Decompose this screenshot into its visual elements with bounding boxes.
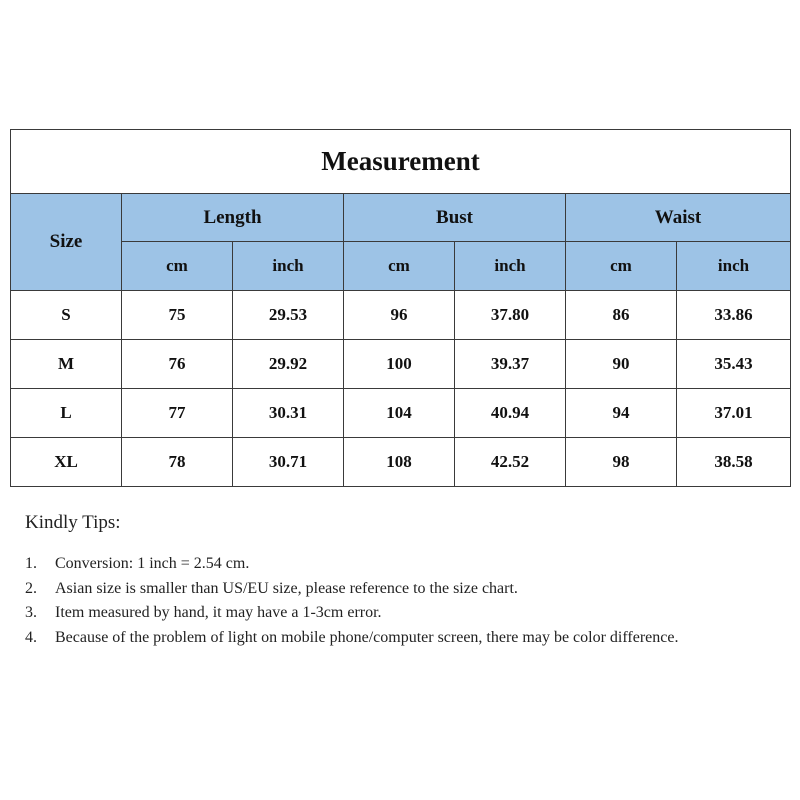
table-row bbox=[11, 340, 791, 389]
tip-item bbox=[25, 577, 765, 602]
size-cell: L bbox=[11, 389, 122, 438]
tip-text: Conversion: 1 inch = 2.54 cm. bbox=[55, 555, 250, 572]
bust-group-header: Bust bbox=[344, 194, 566, 242]
bust-inch-cell: 37.80 bbox=[455, 291, 566, 340]
waist-inch-cell: 38.58 bbox=[677, 438, 791, 487]
size-cell: S bbox=[11, 291, 122, 340]
table-row bbox=[11, 291, 791, 340]
bust-cm-cell: 96 bbox=[344, 291, 455, 340]
size-cell: M bbox=[11, 340, 122, 389]
tips-list bbox=[25, 552, 765, 650]
table-row bbox=[11, 438, 791, 487]
tip-text: Item measured by hand, it may have a 1-3cm error. bbox=[55, 604, 382, 621]
tip-item bbox=[25, 601, 765, 626]
kindly-tips bbox=[25, 510, 765, 650]
tip-number: 2. bbox=[25, 579, 37, 597]
waist-inch-cell: 37.01 bbox=[677, 389, 791, 438]
waist-group-header: Waist bbox=[566, 194, 791, 242]
bust-inch-cell: 39.37 bbox=[455, 340, 566, 389]
bust-cm-cell: 108 bbox=[344, 438, 455, 487]
length-cm-cell: 78 bbox=[122, 438, 233, 487]
length-inch-cell: 29.92 bbox=[233, 340, 344, 389]
length-group-header: Length bbox=[122, 194, 344, 242]
measurement-table bbox=[10, 129, 791, 487]
waist-cm-cell: 86 bbox=[566, 291, 677, 340]
waist-cm-header: cm bbox=[566, 242, 677, 291]
waist-cm-cell: 98 bbox=[566, 438, 677, 487]
length-inch-cell: 30.71 bbox=[233, 438, 344, 487]
waist-inch-cell: 33.86 bbox=[677, 291, 791, 340]
waist-inch-cell: 35.43 bbox=[677, 340, 791, 389]
length-inch-cell: 30.31 bbox=[233, 389, 344, 438]
tip-number: 3. bbox=[25, 604, 37, 621]
bust-cm-cell: 104 bbox=[344, 389, 455, 438]
length-inch-header: inch bbox=[233, 242, 344, 291]
table-title: Measurement bbox=[11, 130, 791, 194]
tip-text: Because of the problem of light on mobile phone/computer screen, there may be color difference. bbox=[55, 628, 679, 646]
length-inch-cell: 29.53 bbox=[233, 291, 344, 340]
tips-title: Kindly Tips: bbox=[25, 512, 121, 533]
table-row bbox=[11, 389, 791, 438]
tip-item bbox=[25, 626, 765, 651]
bust-inch-cell: 40.94 bbox=[455, 389, 566, 438]
tip-number: 4. bbox=[25, 628, 37, 646]
bust-cm-header: cm bbox=[344, 242, 455, 291]
bust-inch-header: inch bbox=[455, 242, 566, 291]
bust-cm-cell: 100 bbox=[344, 340, 455, 389]
waist-cm-cell: 90 bbox=[566, 340, 677, 389]
length-cm-cell: 75 bbox=[122, 291, 233, 340]
size-cell: XL bbox=[11, 438, 122, 487]
tip-text: Asian size is smaller than US/EU size, please reference to the size chart. bbox=[55, 579, 518, 597]
waist-cm-cell: 94 bbox=[566, 389, 677, 438]
waist-inch-header: inch bbox=[677, 242, 791, 291]
bust-inch-cell: 42.52 bbox=[455, 438, 566, 487]
tip-item bbox=[25, 552, 765, 577]
length-cm-header: cm bbox=[122, 242, 233, 291]
tip-number: 1. bbox=[25, 555, 37, 572]
size-column-header: Size bbox=[11, 194, 122, 291]
length-cm-cell: 77 bbox=[122, 389, 233, 438]
length-cm-cell: 76 bbox=[122, 340, 233, 389]
